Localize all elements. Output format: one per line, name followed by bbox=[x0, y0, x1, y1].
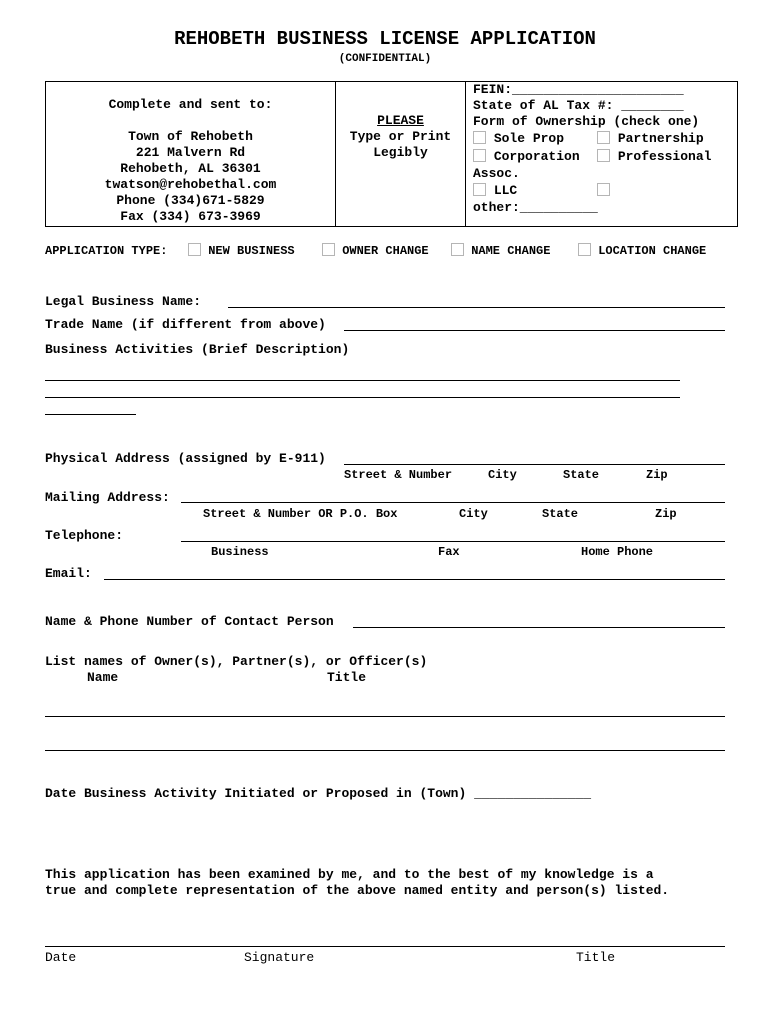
mailing-street-caption: Street & Number OR P.O. Box bbox=[203, 507, 398, 521]
activities-input-line[interactable] bbox=[45, 380, 680, 381]
mailing-zip-caption: Zip bbox=[655, 507, 677, 521]
please-label: PLEASE bbox=[377, 113, 424, 128]
physical-city-caption: City bbox=[488, 468, 517, 482]
physical-street-caption: Street & Number bbox=[344, 468, 453, 482]
physical-state-caption: State bbox=[563, 468, 600, 482]
activities-input-line[interactable] bbox=[45, 414, 136, 415]
telephone-home-caption: Home Phone bbox=[581, 545, 654, 559]
mailing-address-input[interactable] bbox=[181, 502, 725, 503]
send-to-phone: Phone (334)671-5829 bbox=[116, 193, 265, 208]
print-note-line: Type or Print bbox=[349, 129, 452, 144]
signature-caption: Signature bbox=[244, 950, 315, 965]
partnership-checkbox[interactable] bbox=[597, 131, 610, 144]
physical-zip-caption: Zip bbox=[646, 468, 668, 482]
corporation-label: Corporation bbox=[493, 149, 580, 164]
owners-name-caption: Name bbox=[87, 670, 119, 685]
mailing-address-label: Mailing Address: bbox=[45, 490, 170, 505]
contact-person-input[interactable] bbox=[353, 627, 725, 628]
owner-change-label: OWNER CHANGE bbox=[342, 244, 429, 258]
other-checkbox[interactable] bbox=[597, 183, 610, 196]
signature-title-caption: Title bbox=[576, 950, 616, 965]
telephone-input[interactable] bbox=[181, 541, 725, 542]
name-change-label: NAME CHANGE bbox=[471, 244, 551, 258]
send-to-line: Rehobeth, AL 36301 bbox=[120, 161, 261, 176]
professional-checkbox[interactable] bbox=[597, 149, 610, 162]
new-business-checkbox[interactable] bbox=[188, 243, 201, 256]
location-change-checkbox[interactable] bbox=[578, 243, 591, 256]
print-note-line: Legibly bbox=[373, 145, 428, 160]
email-input[interactable] bbox=[104, 579, 725, 580]
name-change-checkbox[interactable] bbox=[451, 243, 464, 256]
signature-input-line[interactable] bbox=[45, 946, 725, 947]
llc-checkbox[interactable] bbox=[473, 183, 486, 196]
mailing-state-caption: State bbox=[542, 507, 579, 521]
trade-name-label: Trade Name (if different from above) bbox=[45, 317, 326, 332]
page-title: REHOBETH BUSINESS LICENSE APPLICATION bbox=[174, 28, 596, 50]
telephone-label: Telephone: bbox=[45, 528, 124, 543]
owners-label: List names of Owner(s), Partner(s), or Officer(s) bbox=[45, 654, 428, 669]
trade-name-input[interactable] bbox=[344, 330, 725, 331]
sole-prop-label: Sole Prop bbox=[493, 131, 565, 146]
ownership-label: Form of Ownership (check one) bbox=[473, 114, 700, 129]
owner-input-line[interactable] bbox=[45, 716, 725, 717]
partnership-label: Partnership bbox=[617, 131, 704, 146]
telephone-fax-caption: Fax bbox=[438, 545, 460, 559]
telephone-business-caption: Business bbox=[211, 545, 269, 559]
llc-label: LLC bbox=[493, 183, 518, 198]
sole-prop-checkbox[interactable] bbox=[473, 131, 486, 144]
other-field[interactable]: other:__________ bbox=[473, 200, 598, 215]
assoc-label: Assoc. bbox=[473, 166, 520, 181]
certification-text: This application has been examined by me, and to the best of my knowledge is a bbox=[45, 867, 654, 882]
physical-address-label: Physical Address (assigned by E-911) bbox=[45, 451, 326, 466]
physical-address-input[interactable] bbox=[344, 464, 725, 465]
page-subtitle: (CONFIDENTIAL) bbox=[338, 53, 432, 65]
legal-name-input[interactable] bbox=[228, 307, 725, 308]
legal-name-label: Legal Business Name: bbox=[45, 294, 202, 309]
fein-field[interactable]: FEIN:______________________ bbox=[473, 82, 684, 97]
application-type-label: APPLICATION TYPE: bbox=[45, 244, 168, 258]
activities-label: Business Activities (Brief Description) bbox=[45, 342, 350, 357]
signature-date-caption: Date bbox=[45, 950, 77, 965]
location-change-label: LOCATION CHANGE bbox=[598, 244, 707, 258]
divider bbox=[465, 82, 466, 226]
date-initiated-field[interactable]: Date Business Activity Initiated or Proposed in (Town) _______________ bbox=[45, 786, 592, 801]
new-business-label: NEW BUSINESS bbox=[208, 244, 295, 258]
send-to-heading: Complete and sent to: bbox=[108, 97, 273, 112]
email-label: Email: bbox=[45, 566, 92, 581]
send-to-fax: Fax (334) 673-3969 bbox=[120, 209, 261, 224]
corporation-checkbox[interactable] bbox=[473, 149, 486, 162]
owners-title-caption: Title bbox=[327, 670, 367, 685]
send-to-line: 221 Malvern Rd bbox=[135, 145, 246, 160]
state-tax-field[interactable]: State of AL Tax #: ________ bbox=[473, 98, 684, 113]
info-box bbox=[45, 81, 738, 227]
send-to-line: Town of Rehobeth bbox=[128, 129, 253, 144]
send-to-email: twatson@rehobethal.com bbox=[104, 177, 277, 192]
owner-change-checkbox[interactable] bbox=[322, 243, 335, 256]
mailing-city-caption: City bbox=[459, 507, 488, 521]
owner-input-line[interactable] bbox=[45, 750, 725, 751]
contact-person-label: Name & Phone Number of Contact Person bbox=[45, 614, 334, 629]
activities-input-line[interactable] bbox=[45, 397, 680, 398]
professional-label: Professional bbox=[617, 149, 712, 164]
certification-text: true and complete representation of the above named entity and person(s) listed. bbox=[45, 883, 670, 898]
